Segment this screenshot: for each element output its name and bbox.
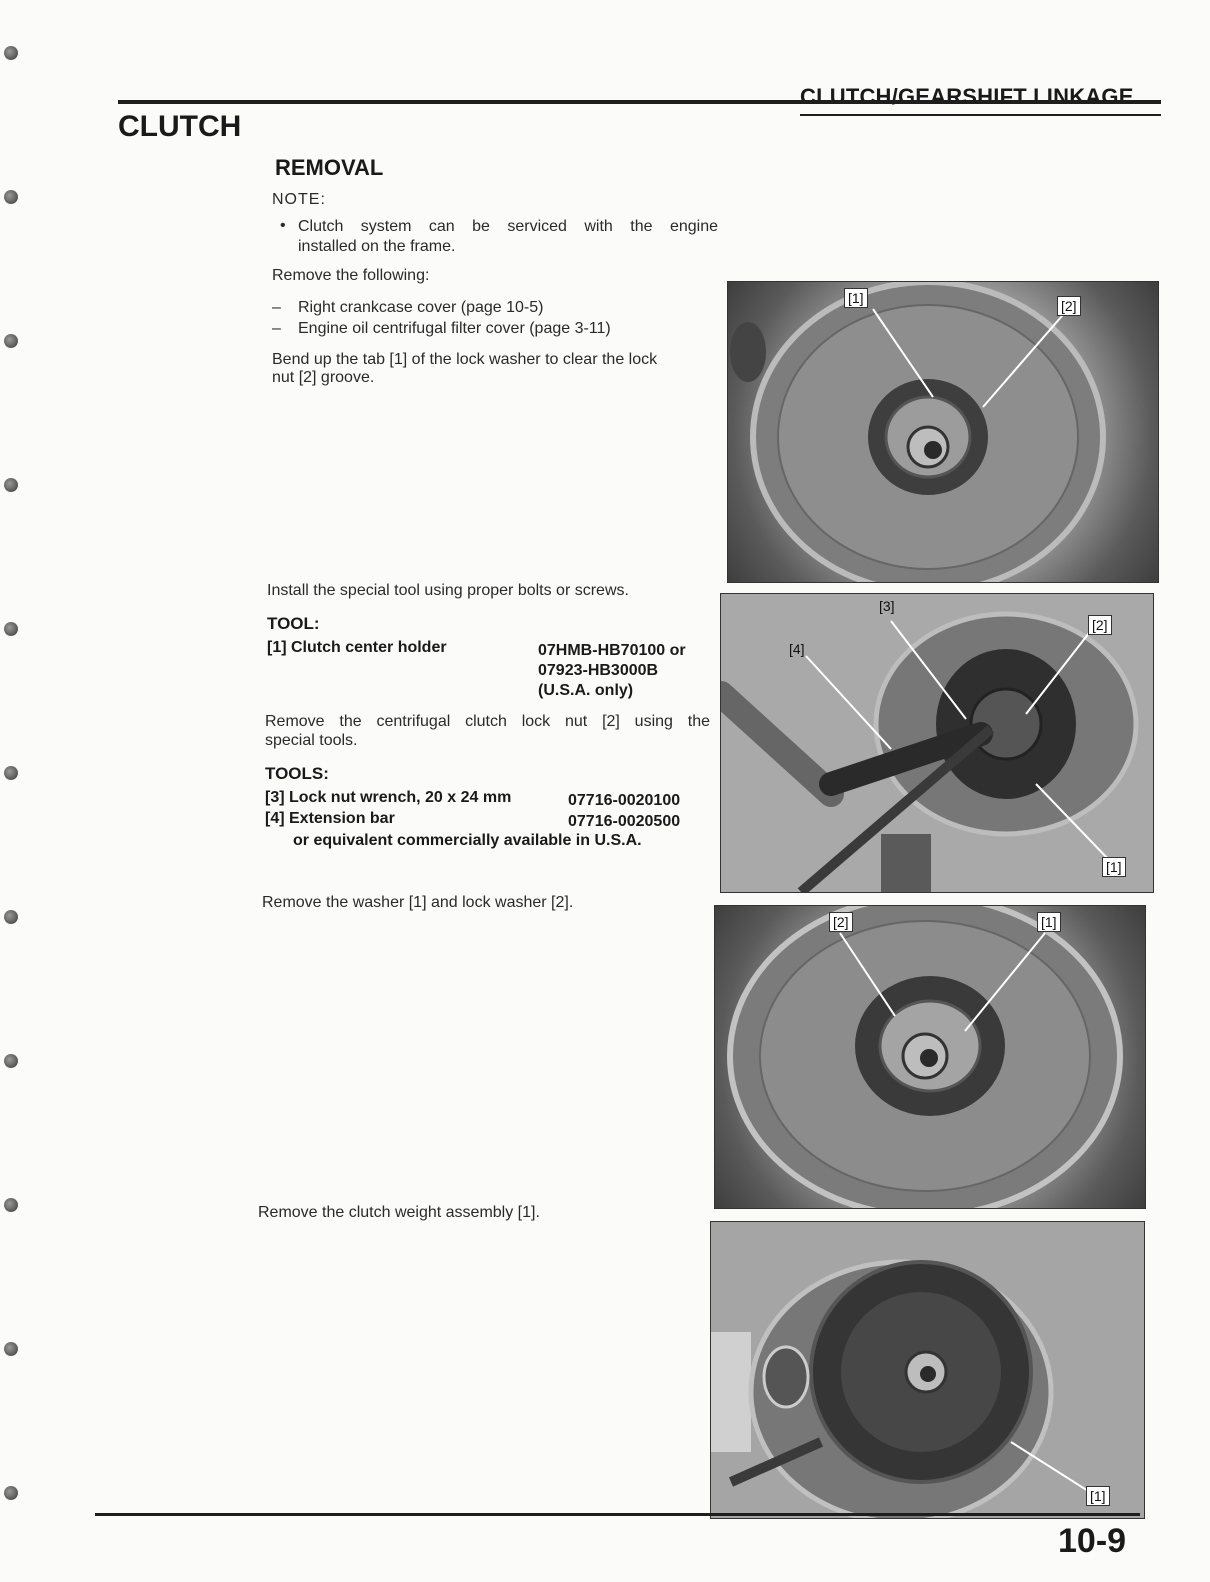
tool-3-name: [3] Lock nut wrench, 20 x 24 mm xyxy=(265,789,512,806)
tools-label: TOOLS: xyxy=(265,764,329,783)
binder-hole xyxy=(4,1198,18,1212)
remove-washer-text: Remove the washer [1] and lock washer [2]. xyxy=(262,894,574,911)
photo-washer-removal xyxy=(714,905,1146,1209)
photo-3-illustration xyxy=(715,906,1145,1208)
install-tool-text: Install the special tool using proper bolts or screws. xyxy=(267,582,629,599)
photo-2-callout-3: [3] xyxy=(879,598,895,614)
page-number: 10-9 xyxy=(1058,1522,1127,1560)
binder-hole xyxy=(4,478,18,492)
footer-rule xyxy=(95,1513,1140,1516)
photo-1-callout-1: [1] xyxy=(844,288,868,308)
binder-hole xyxy=(4,1054,18,1068)
removal-item-1: Right crankcase cover (page 10-5) xyxy=(298,299,544,316)
removal-item-2: Engine oil centrifugal filter cover (page 3-11) xyxy=(298,320,611,337)
note-line-1: Clutch system can be serviced with the engine xyxy=(298,218,718,235)
photo-lock-washer-tab xyxy=(727,281,1159,583)
photo-2-illustration xyxy=(721,594,1153,892)
binder-hole xyxy=(4,1486,18,1500)
photo-2-callout-2: [2] xyxy=(1088,615,1112,635)
binder-hole xyxy=(4,766,18,780)
binder-hole xyxy=(4,622,18,636)
binder-hole xyxy=(4,46,18,60)
photo-4-illustration xyxy=(711,1222,1144,1518)
tool-1-name: [1] Clutch center holder xyxy=(267,639,447,656)
remove-nut-line-2: special tools. xyxy=(265,732,358,749)
tool-1-number-c: (U.S.A. only) xyxy=(538,682,634,699)
photo-4-callout-1: [1] xyxy=(1086,1486,1110,1506)
remove-following: Remove the following: xyxy=(272,267,430,284)
section-title: CLUTCH xyxy=(118,110,242,143)
note-line-2: installed on the frame. xyxy=(298,238,456,255)
photo-3-callout-2: [2] xyxy=(829,912,853,932)
tool-1-number-a: 07HMB-HB70100 or xyxy=(538,642,686,659)
binder-hole xyxy=(4,910,18,924)
note-bullet: • xyxy=(280,217,286,234)
chapter-title: CLUTCH/GEARSHIFT LINKAGE xyxy=(800,84,1134,109)
dash: – xyxy=(272,320,281,337)
photo-1-illustration xyxy=(728,282,1158,582)
binder-hole xyxy=(4,334,18,348)
binder-hole xyxy=(4,190,18,204)
photo-3-callout-1: [1] xyxy=(1037,912,1061,932)
tool-label: TOOL: xyxy=(267,614,320,633)
photo-2-callout-1: [1] xyxy=(1102,857,1126,877)
photo-2-callout-4: [4] xyxy=(789,641,805,657)
subsection-title: REMOVAL xyxy=(275,155,384,180)
tool-3-number: 07716-0020100 xyxy=(568,792,681,809)
note-label: NOTE: xyxy=(272,191,326,208)
remove-weight-text: Remove the clutch weight assembly [1]. xyxy=(258,1204,540,1221)
header-rule-thin xyxy=(800,114,1161,116)
photo-1-callout-2: [2] xyxy=(1057,296,1081,316)
binder-hole xyxy=(4,1342,18,1356)
bend-tab-line-1: Bend up the tab [1] of the lock washer to clear the lock xyxy=(272,351,658,368)
tool-4-number: 07716-0020500 xyxy=(568,813,681,830)
tool-equivalent-note: or equivalent commercially available in U.S.A. xyxy=(293,832,642,849)
header-rule xyxy=(118,100,1161,104)
tool-1-number-b: 07923-HB3000B xyxy=(538,662,659,679)
tool-4-name: [4] Extension bar xyxy=(265,810,395,827)
photo-lock-nut-removal xyxy=(720,593,1154,893)
bend-tab-line-2: nut [2] groove. xyxy=(272,369,375,386)
photo-clutch-weight-removal xyxy=(710,1221,1145,1519)
dash: – xyxy=(272,299,281,316)
remove-nut-line-1: Remove the centrifugal clutch lock nut [2] using the xyxy=(265,713,710,730)
